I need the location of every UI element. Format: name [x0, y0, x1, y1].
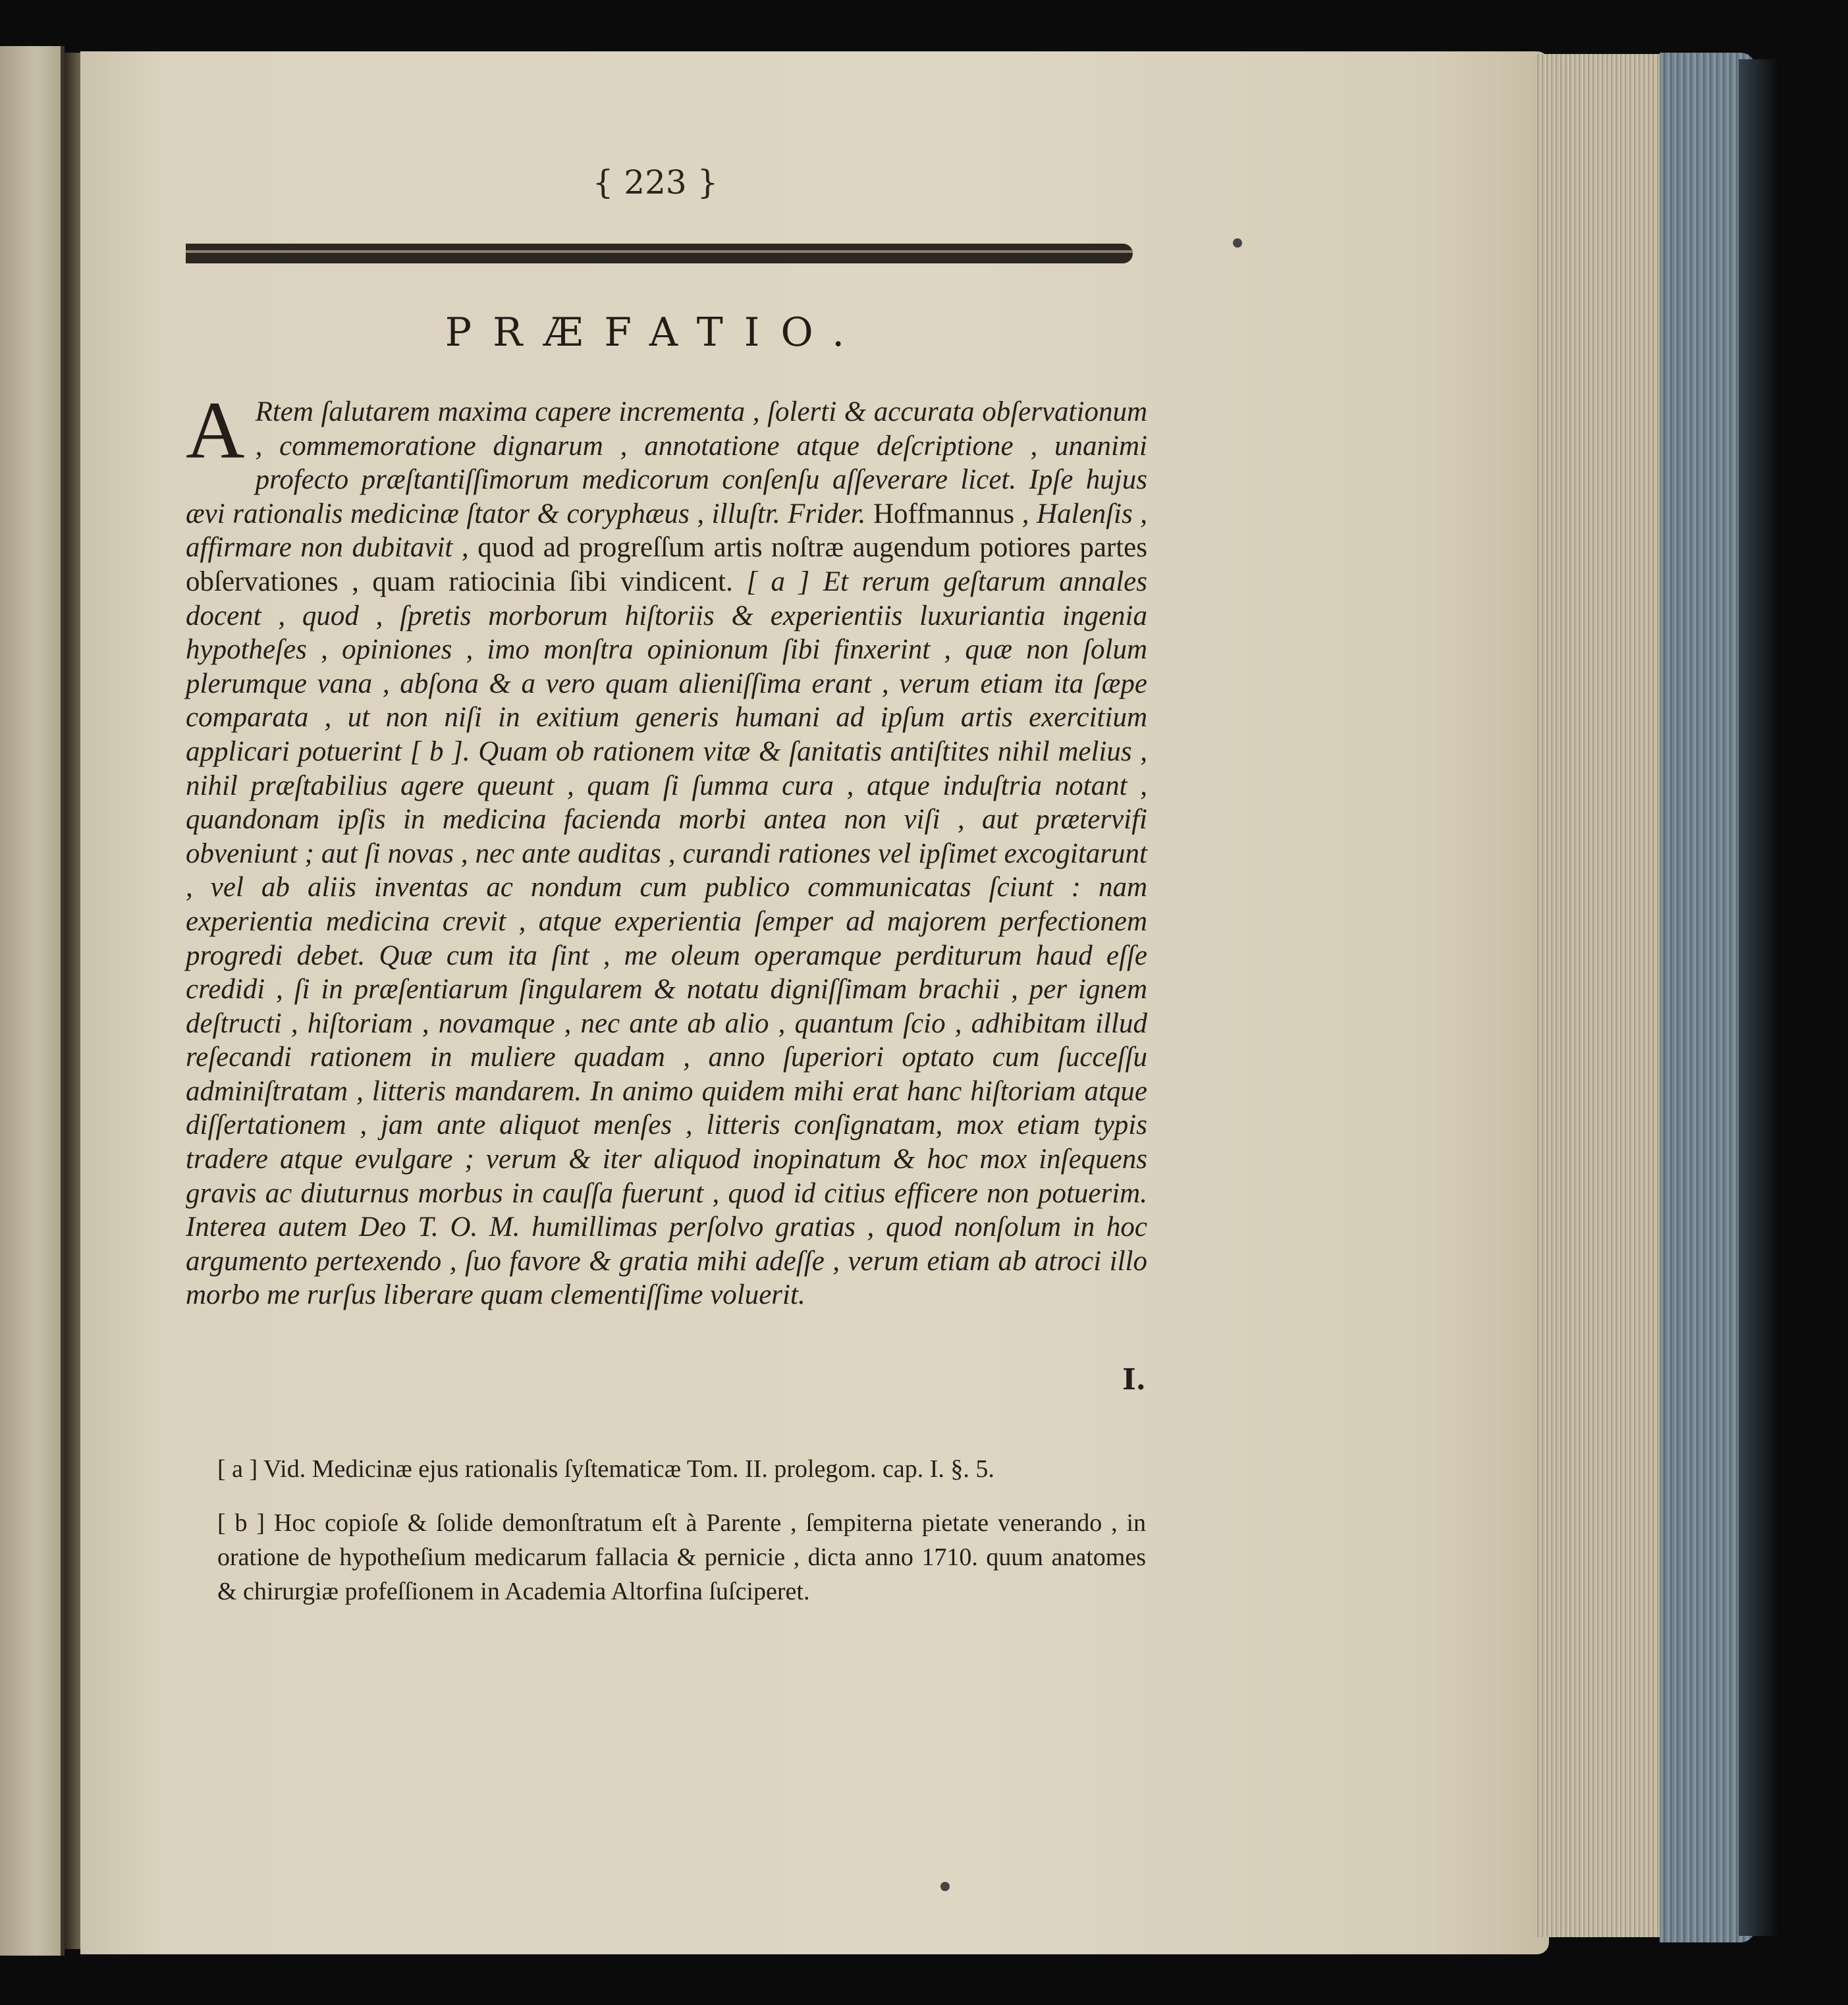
- body-roman-phrase: quod ad progreſſum artis noſtræ augendum potiores partes obſervationes , quam ratiocinia ſibi vindicent.: [186, 532, 1147, 597]
- paper-speck: [940, 1882, 950, 1891]
- edge-shadow: [1739, 59, 1778, 1936]
- header-rule: [186, 244, 1133, 263]
- body-text-part-3: [ a ] Et rerum geſtarum annales docent , quod , ſpretis morborum hiſtoriis & experientiis luxuriantia ingenia hypotheſes , opiniones , imo monſtra opinionum ſibi finxerint , quæ non ſolum plerumque vana , abſona & a vero quam alieniſſima erant , verum etiam ita ſæpe comparata , ut non niſi in exitium generis humani ad ipſum artis exercitium applicari potuerint [ b ]. Quam ob rationem vitæ & ſanitatis antiſtites nihil melius , nihil præſtabilius agere queunt , quam ſi ſumma cura , atque induſtria notant , quandonam ipſis in medicina facienda morbi antea non viſi , aut prætervifi obveniunt ; aut ſi novas , nec ante auditas , curandi rationes vel ipſimet excogitarunt , vel ab aliis inventas ac nondum cum publico communicatas ſciunt : nam experientia medicina crevit , atque experientia ſemper ad majorem perfectionem progredi debet. Quæ cum ita ſint , me oleum operamque perditurum haud eſſe credidi , ſi in præſentiarum ſingularem & notatu digniſſimam brachii , per ignem deſtructi , hiſtoriam , novamque , nec ante ab alio , quantum ſcio , adhibitam illud reſecandi rationem in muliere quadam , anno ſuperiori optato cum ſucceſſu adminiſtratam , litteris mandarem. In animo quidem mihi erat hanc hiſtoriam atque diſſertationem , jam ante aliquot menſes , litteris conſignatam, mox etiam typis tradere atque evulgare ; verum & iter aliquod inopinatum & hoc mox inſequens gravis ac diuturnus morbus in cauſſa fuerunt , quod id citius efficere non potuerim. Interea autem Deo T. O. M. humillimas perſolvo gratias , quod nonſolum in hoc argumento pertexendo , ſuo favore & gratia mihi adeſſe , verum etiam ab atroci illo morbo me rurſus liberare quam clementiſſime voluerit.: [186, 566, 1147, 1311]
- page-number: { 223 }: [592, 163, 719, 201]
- footnote-a: [ a ] Vid. Medicinæ ejus rationalis ſyſtematicæ Tom. II. prolegom. cap. I. §. 5.: [217, 1455, 994, 1483]
- preface-body: [186, 385, 1148, 1350]
- catchword: I.: [1122, 1363, 1146, 1397]
- left-page-edge: [0, 46, 65, 1956]
- body-roman-name: Hoffmannus: [873, 498, 1015, 529]
- footnotes: [217, 1452, 1146, 1676]
- page-title: PRÆFATIO.: [445, 309, 866, 356]
- body-text-part-2: , Halenſis , affirmare non dubitavit ,: [186, 498, 1148, 564]
- drop-capital: A: [186, 385, 245, 475]
- paper-speck: [1233, 238, 1242, 248]
- body-text-part-1: Rtem ſalutarem maxima capere incrementa , ſolerti & accurata obſervationum , commemoratione dignarum , annotatione atque deſcriptione , unanimi profecto præſtantiſſimorum medicorum conſenſu aſſeverare licet. Ipſe hujus ævi rationalis medicinæ ſtator & coryphæus , illuſtr. Frider.: [186, 396, 1147, 529]
- footnote-b: [ b ] Hoc copioſe & ſolide demonſtratum eſt à Parente , ſempiterna pietate venerando , in oratione de hypotheſium medicarum fallacia & pernicie , dicta anno 1710. quum anatomes & chirurgiæ profeſſionem in Academia Altorfina ſuſciperet.: [217, 1509, 1146, 1605]
